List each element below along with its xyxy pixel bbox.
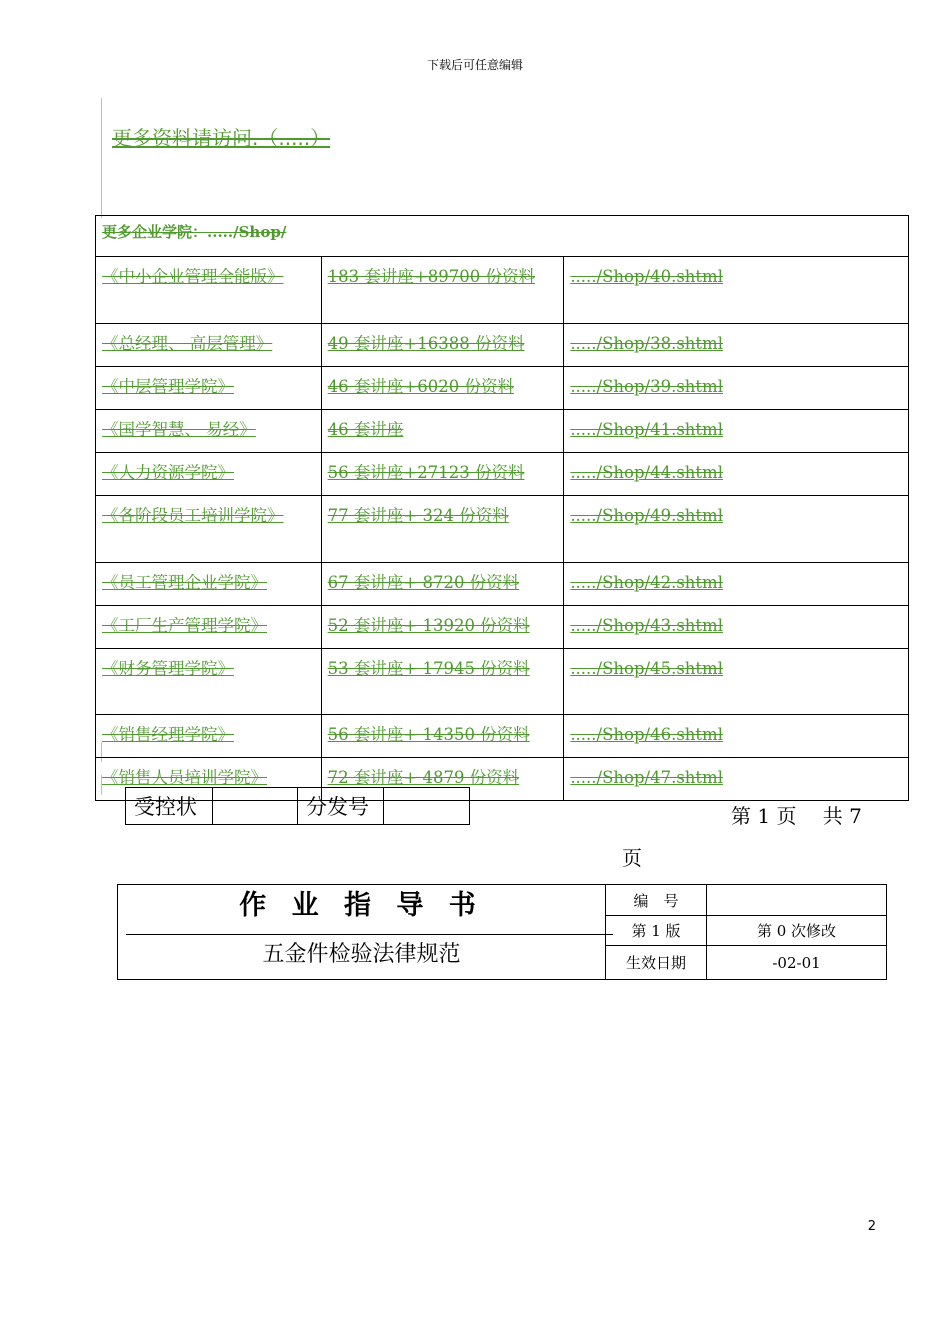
academy-name[interactable]: 《人力资源学院》 (96, 453, 322, 496)
academy-desc[interactable]: 46 套讲座 (321, 410, 564, 453)
academy-desc[interactable]: 46 套讲座+6020 份资料 (321, 367, 564, 410)
number-value (707, 885, 887, 916)
controlled-status-label: 受控状 (126, 788, 213, 825)
revision: 第 0 次修改 (707, 916, 887, 946)
title-rule (126, 934, 613, 935)
academy-desc[interactable]: 56 套讲座+27123 份资料 (321, 453, 564, 496)
control-status-table (125, 787, 470, 825)
page-number: 2 (867, 1219, 876, 1234)
academy-name[interactable]: 《各阶段员工培训学院》 (96, 496, 322, 563)
academy-desc[interactable]: 67 套讲座+ 8720 份资料 (321, 563, 564, 606)
academy-name[interactable]: 《销售经理学院》 (96, 715, 322, 758)
work-instruction-table (117, 884, 887, 980)
table-row (96, 367, 909, 410)
academy-links-table (95, 215, 909, 801)
table-row (96, 715, 909, 758)
academy-name[interactable]: 《中层管理学院》 (96, 367, 322, 410)
table-row (96, 649, 909, 715)
academy-url[interactable]: ...../Shop/44.shtml (564, 453, 909, 496)
academy-desc[interactable]: 72 套讲座+ 4879 份资料 (321, 758, 564, 801)
more-info-link[interactable]: 更多资料请访问.（.....） (112, 126, 331, 150)
academy-url[interactable]: ...../Shop/49.shtml (564, 496, 909, 563)
academy-url[interactable]: ...../Shop/46.shtml (564, 715, 909, 758)
instruction-subtitle: 五金件检验法律规范 (262, 942, 461, 967)
table-row (96, 606, 909, 649)
academy-url[interactable]: ...../Shop/40.shtml (564, 257, 909, 324)
header-note: 下载后可任意编辑 (426, 58, 523, 72)
academy-name[interactable]: 《销售人员培训学院》 (96, 758, 322, 801)
effective-date-label: 生效日期 (606, 946, 707, 980)
effective-date-value: -02-01 (707, 946, 887, 980)
table-row (96, 257, 909, 324)
academy-name[interactable]: 《国学智慧、 易经》 (96, 410, 322, 453)
table-heading-row (96, 216, 909, 257)
academy-desc[interactable]: 52 套讲座+ 13920 份资料 (321, 606, 564, 649)
distribution-number-label: 分发号 (298, 788, 384, 825)
academy-name[interactable]: 《员工管理企业学院》 (96, 563, 322, 606)
page-count: 第 1 页 共 7 (731, 804, 862, 828)
academy-url[interactable]: ...../Shop/42.shtml (564, 563, 909, 606)
margin-line (101, 98, 102, 218)
academy-url[interactable]: ...../Shop/47.shtml (564, 758, 909, 801)
controlled-status-value (213, 788, 298, 825)
instruction-title-cell (118, 885, 606, 980)
academy-desc[interactable]: 49 套讲座+16388 份资料 (321, 324, 564, 367)
edition: 第 1 版 (606, 916, 707, 946)
table-row (96, 453, 909, 496)
table-row (96, 563, 909, 606)
academy-name[interactable]: 《总经理、 高层管理》 (96, 324, 322, 367)
academy-desc[interactable]: 56 套讲座+ 14350 份资料 (321, 715, 564, 758)
distribution-number-value (384, 788, 470, 825)
academy-desc[interactable]: 77 套讲座+ 324 份资料 (321, 496, 564, 563)
table-row (96, 496, 909, 563)
table-row (96, 410, 909, 453)
page-count-suffix: 页 (622, 846, 642, 870)
academy-url[interactable]: ...../Shop/45.shtml (564, 649, 909, 715)
academy-desc[interactable]: 183 套讲座+89700 份资料 (321, 257, 564, 324)
academy-name[interactable]: 《中小企业管理全能版》 (96, 257, 322, 324)
academy-url[interactable]: ...../Shop/41.shtml (564, 410, 909, 453)
instruction-title: 作 业 指 导 书 (239, 890, 484, 921)
number-label: 编 号 (606, 885, 707, 916)
more-academy-heading[interactable]: 更多企业学院：...../Shop/ (96, 216, 909, 257)
academy-url[interactable]: ...../Shop/39.shtml (564, 367, 909, 410)
table-row (96, 324, 909, 367)
academy-desc[interactable]: 53 套讲座+ 17945 份资料 (321, 649, 564, 715)
academy-url[interactable]: ...../Shop/38.shtml (564, 324, 909, 367)
academy-name[interactable]: 《工厂生产管理学院》 (96, 606, 322, 649)
academy-url[interactable]: ...../Shop/43.shtml (564, 606, 909, 649)
academy-name[interactable]: 《财务管理学院》 (96, 649, 322, 715)
